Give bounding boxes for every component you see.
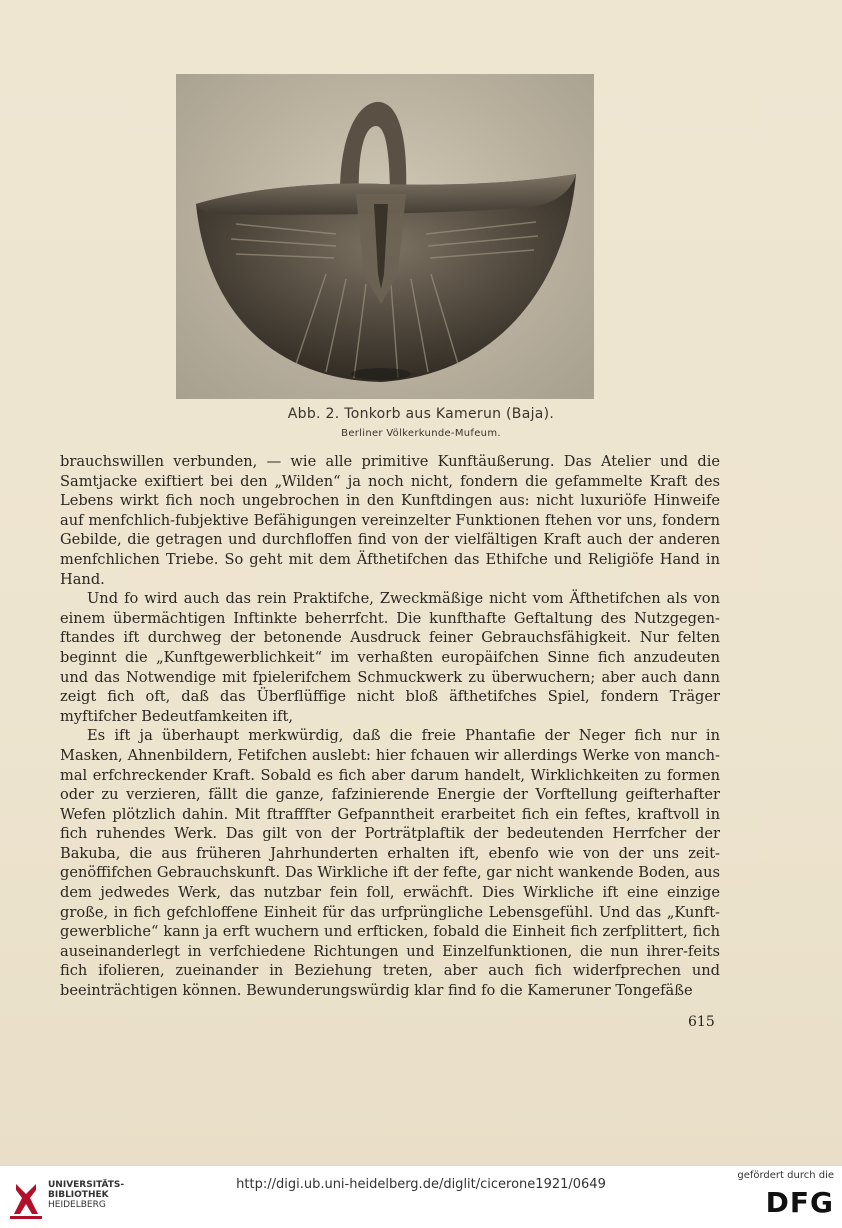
figure-photo [176, 74, 594, 399]
document-url-link[interactable]: http://digi.ub.uni-heidelberg.de/diglit/cicerone1921/0649 [236, 1177, 606, 1192]
library-name-line2: BIBLIOTHEK [48, 1190, 109, 1200]
paragraph-3: Es ift ja überhaupt merkwürdig, daß die freie Phantafie der Neger fich nur in Masken, Ahnenbildern, Fetifchen auslebt: hier fchauen wir allerdings Werke von manch-mal erfchreckender Kraft. Sobald es fich aber darum handelt, Wirklichkeiten zu formen oder zu verzieren, fällt die ganze, fafzinierende Energie der Vorftellung geifterhafter Wefen plötzlich dahin. Mit ftrafffter Gefpanntheit erarbeitet fich ein feftes, kraftvoll in fich ruhendes Werk. Das gilt von der Porträtplaftik der bedeutenden Herrfcher der Bakuba, die aus früheren Jahrhunderten erhalten ift, ebenfo wie von der uns zeit-genöffifchen Gebrauchskunft. Das Wirkliche ift der fefte, gar nicht wankende Boden, aus dem jedwedes Werk, das nutzbar fein foll, erwächft. Dies Wirkliche ift eine einzige große, in fich gefchloffene Einheit für das urfprüngliche Lebensgefühl. Und das „Kunft-gewerbliche“ kann ja erft wuchern und erfticken, fobald die Einheit fich zerfplittert, fich auseinanderlegt in verfchiedene Richtungen und Einzelfunktionen, die nun ihrer-feits fich ifolieren, zueinander in Beziehung treten, aber auch fich widerfprechen und beeinträchtigen können. Bewunderungswürdig klar find fo die Kameruner Tongefäße [60, 727, 720, 1000]
body-text [60, 452, 720, 1001]
figure-caption: Abb. 2. Tonkorb aus Kamerun (Baja). [287, 406, 555, 422]
library-name-line3: HEIDELBERG [48, 1200, 106, 1210]
footer-bar [0, 1165, 842, 1228]
paragraph-2: Und fo wird auch das rein Praktifche, Zweckmäßige nicht vom Äfthetifchen als von einem übermächtigen Inftinkte beherrfcht. Die kunfthafte Geftaltung des Nutzgegen-ftandes ift durchweg der betonende Ausdruck feiner Gebrauchsfähigkeit. Nur felten beginnt die „Kunftgewerblichkeit“ im verhaßten europäifchen Sinne fich anzudeuten und das Notwendige mit fpielerifchem Schmuckwerk zu überwuchern; aber auch dann zeigt fich oft, daß das Überflüffige nicht bloß äfthetifches Spiel, fondern Träger myftifcher Bedeutfamkeiten ift, [60, 590, 720, 725]
clay-basket-illustration [176, 74, 594, 399]
library-name-line1: UNIVERSITÄTS- [48, 1180, 125, 1190]
paragraph-1: brauchswillen verbunden, — wie alle primitive Kunftäußerung. Das Atelier und die Samtjacke exiftiert bei den „Wilden“ ja noch nicht, fondern die gefammelte Kraft des Lebens wirkt fich noch ungebrochen in den Kunftdingen aus: nicht luxuriöfe Hinweife auf menfchlich-fubjektive Befähigungen vereinzelter Funktionen ftehen vor uns, fondern Gebilde, die getragen und durchfloffen find von der vielfältigen Kraft auch der anderen menfchlichen Triebe. So geht mit dem Äfthetifchen das Ethifche und Religiöfe Hand in Hand. [60, 453, 720, 588]
page-number: 615 [688, 1014, 715, 1030]
funding-label: gefördert durch die [737, 1170, 834, 1181]
figure-credit: Berliner Völkerkunde-Mufeum. [341, 428, 501, 439]
dfg-logo[interactable]: DFG [765, 1186, 834, 1219]
